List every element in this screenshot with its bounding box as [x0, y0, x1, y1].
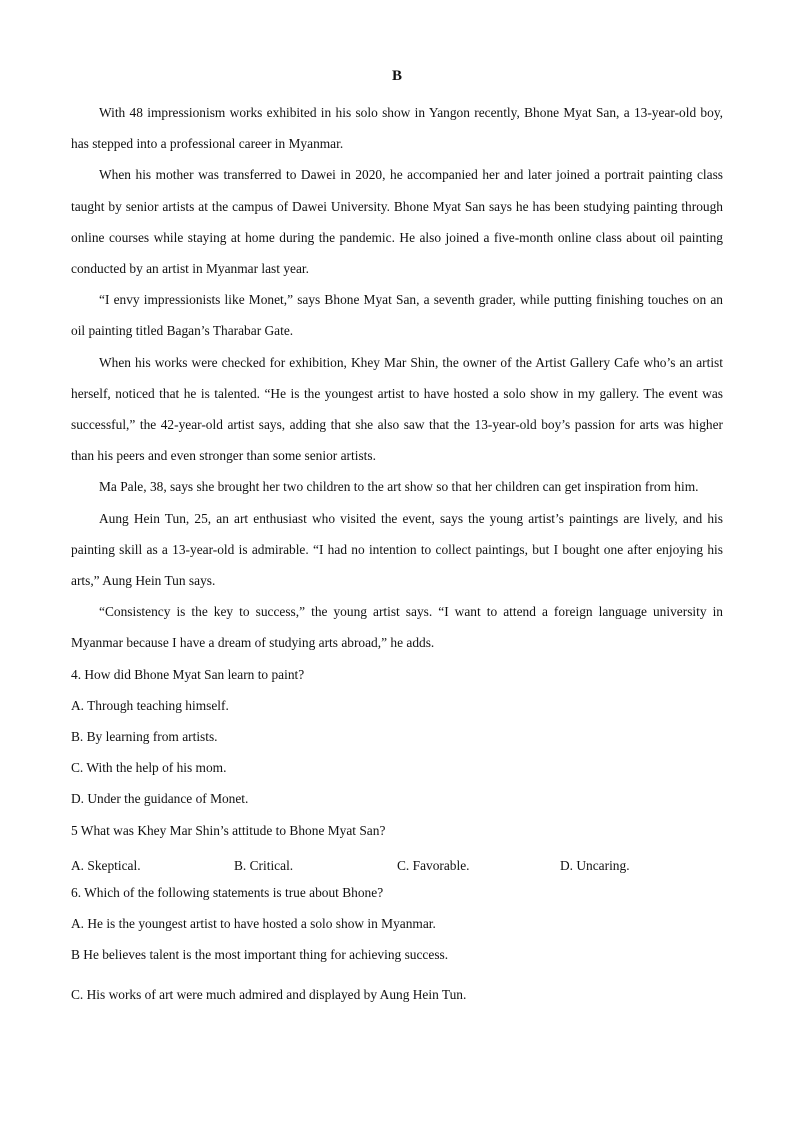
paragraph-7: “Consistency is the key to success,” the young artist says. “I want to attend a foreign language university in Myanmar because I have a dream of studying arts abroad,” he adds.	[71, 604, 723, 651]
question-4-option-a: A. Through teaching himself.	[71, 697, 229, 713]
spacer	[71, 970, 723, 979]
question-4-stem: 4. How did Bhone Myat San learn to paint?	[71, 666, 305, 682]
question-6-option-b: B He believes talent is the most important thing for achieving success.	[71, 947, 449, 963]
question-4-option-c: C. With the help of his mom.	[71, 760, 227, 776]
question-5-option-c: C. Favorable.	[397, 857, 470, 873]
question-5-option-a: A. Skeptical.	[71, 857, 141, 873]
question-6-stem: 6. Which of the following statements is true about Bhone?	[71, 884, 384, 900]
paragraph-5: Ma Pale, 38, says she brought her two children to the art show so that her children can get inspiration from him.	[99, 479, 699, 495]
paragraph-2: When his mother was transferred to Dawei in 2020, he accompanied her and later joined a portrait painting class taught by senior artists at the campus of Dawei University. Bhone Myat San says he has been studying painting through online courses while staying at home during the pandemic. He also joined a five-month online class about oil painting conducted by an artist in Myanmar last year.	[71, 167, 723, 277]
question-4	[71, 659, 723, 815]
question-5	[71, 815, 723, 877]
paragraph-1: With 48 impressionism works exhibited in his solo show in Yangon recently, Bhone Myat San, a 13-year-old boy, has stepped into a professional career in Myanmar.	[71, 105, 723, 152]
question-5-options	[71, 846, 723, 877]
passage	[71, 97, 723, 1011]
question-5-option-b: B. Critical.	[234, 857, 294, 873]
section-title: B	[391, 68, 402, 84]
paragraph-3: “I envy impressionists like Monet,” says Bhone Myat San, a seventh grader, while putting finishing touches on an oil painting titled Bagan’s Tharabar Gate.	[71, 292, 723, 339]
question-6-option-a: A. He is the youngest artist to have hosted a solo show in Myanmar.	[71, 916, 436, 932]
paragraph-4: When his works were checked for exhibition, Khey Mar Shin, the owner of the Artist Gallery Cafe who’s an artist herself, noticed that he is talented. “He is the youngest artist to have hosted a solo show in my gallery. The event was successful,” the 42-year-old artist says, adding that she also saw that the 13-year-old boy’s passion for arts was higher than his peers and even stronger than some senior artists.	[71, 354, 723, 464]
paragraph-6: Aung Hein Tun, 25, an art enthusiast who visited the event, says the young artist’s paintings are lively, and his painting skill as a 13-year-old is admirable. “I had no intention to collect paintings, but I bought one after enjoying his arts,” Aung Hein Tun says.	[71, 510, 723, 589]
question-4-option-d: D. Under the guidance of Monet.	[71, 791, 249, 807]
question-5-stem: 5 What was Khey Mar Shin’s attitude to Bhone Myat San?	[71, 822, 386, 838]
question-6	[71, 877, 723, 1011]
question-6-option-c: C. His works of art were much admired and displayed by Aung Hein Tun.	[71, 987, 467, 1003]
question-5-option-d: D. Uncaring.	[560, 857, 630, 873]
question-4-option-b: B. By learning from artists.	[71, 729, 218, 745]
